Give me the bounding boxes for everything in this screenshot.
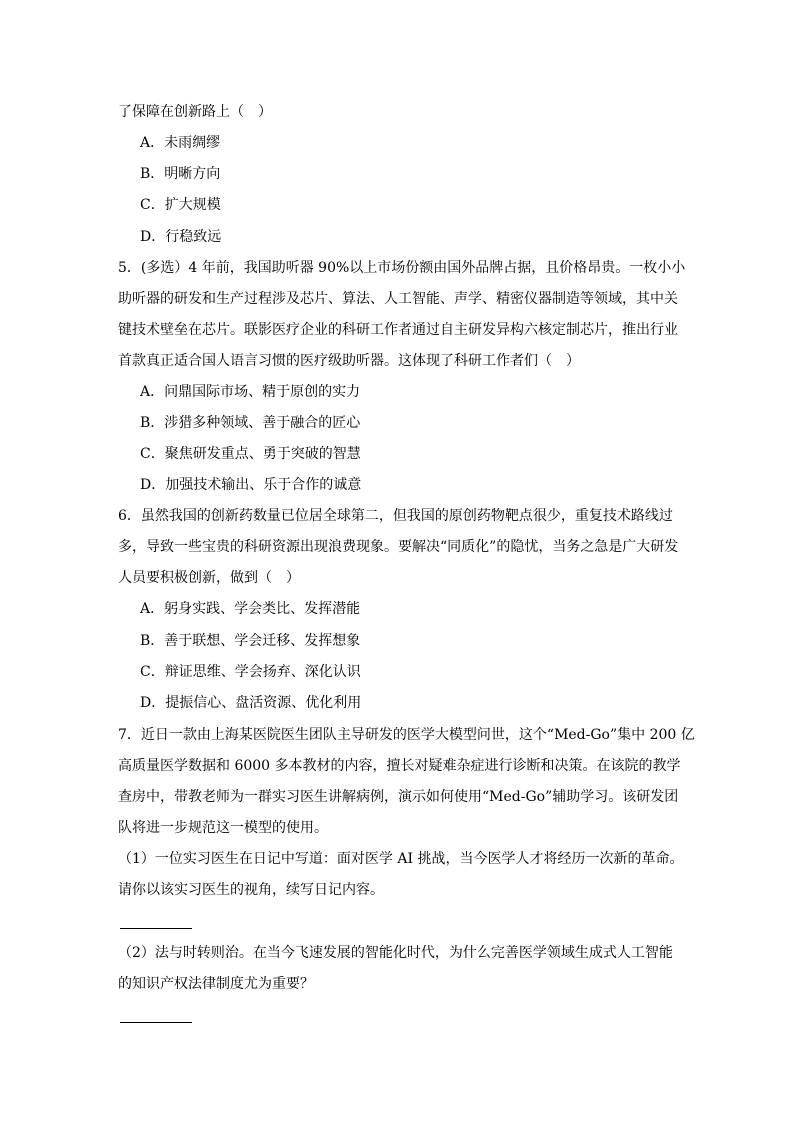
q4-option-c: C．扩大规模 [140, 197, 221, 213]
q6-option-b: B．善于联想、学会迁移、发挥想象 [140, 633, 361, 649]
q7-stem-line: 队将进一步规范这一模型的使用。 [118, 820, 328, 836]
q5-option-a: A．问鼎国际市场、精于原创的实力 [140, 384, 361, 400]
q7-stem-line: 查房中，带教老师为一群实习医生讲解病例，演示如何使用“Med-Go”辅助学习。该研发团 [118, 789, 679, 805]
q5-stem-line: 键技术壁垒在芯片。联影医疗企业的科研工作者通过自主研发异构六核定制芯片，推出行业 [118, 322, 678, 338]
q4-option-d: D．行稳致远 [140, 229, 222, 245]
q6-option-d: D．提振信心、盘活资源、优化利用 [140, 695, 362, 711]
q5-stem-line: 首款真正适合国人语言习惯的医疗级助听器。这体现了科研工作者们（ ） [118, 353, 580, 369]
q6-stem-line: 多，导致一些宝贵的科研资源出现浪费现象。要解决“同质化”的隐忧，当务之急是广大研发 [118, 539, 679, 555]
q4-option-a: A．未雨绸缪 [140, 135, 221, 151]
q4-stem-tail: 了保障在创新路上（ ） [118, 104, 272, 120]
q7-stem-line: 高质量医学数据和 6000 多本教材的内容，擅长对疑难杂症进行诊断和决策。在该院的教学 [118, 758, 681, 774]
q4-option-b: B．明晰方向 [140, 166, 221, 182]
q7-sub2-line: 的知识产权法律制度尤为重要？ [118, 976, 314, 992]
q7-sub2-answer-blank [120, 1022, 192, 1023]
q7-sub2-line: （2）法与时转则治。在当今飞速发展的智能化时代，为什么完善医学领域生成式人工智能 [118, 945, 673, 961]
q7-sub1-line: （1）一位实习医生在日记中写道：面对医学 AI 挑战，当今医学人才将经历一次新的革命。 [118, 851, 684, 867]
q5-option-d: D．加强技术输出、乐于合作的诚意 [140, 477, 362, 493]
q7-stem-line: 7．近日一款由上海某医院医生团队主导研发的医学大模型问世，这个“Med-Go”集中 200 亿 [118, 727, 695, 743]
q5-stem-line: 5．(多选）4 年前，我国助听器 90%以上市场份额由国外品牌占据，且价格昂贵。一枚小小 [118, 260, 686, 276]
q7-sub1-answer-blank [120, 928, 192, 929]
q6-stem-line: 6．虽然我国的创新药数量已位居全球第二，但我国的原创药物靶点很少，重复技术路线过 [118, 508, 673, 524]
q5-option-c: C．聚焦研发重点、勇于突破的智慧 [140, 446, 361, 462]
q6-option-a: A．躬身实践、学会类比、发挥潜能 [140, 601, 361, 617]
q6-option-c: C．辩证思维、学会扬弃、深化认识 [140, 664, 361, 680]
q7-sub1-line: 请你以该实习医生的视角，续写日记内容。 [118, 882, 384, 898]
q5-stem-line: 助听器的研发和生产过程涉及芯片、算法、人工智能、声学、精密仪器制造等领域，其中关 [118, 291, 678, 307]
q5-option-b: B．涉猎多种领域、善于融合的匠心 [140, 415, 361, 431]
q6-stem-line: 人员要积极创新，做到（ ） [118, 570, 300, 586]
